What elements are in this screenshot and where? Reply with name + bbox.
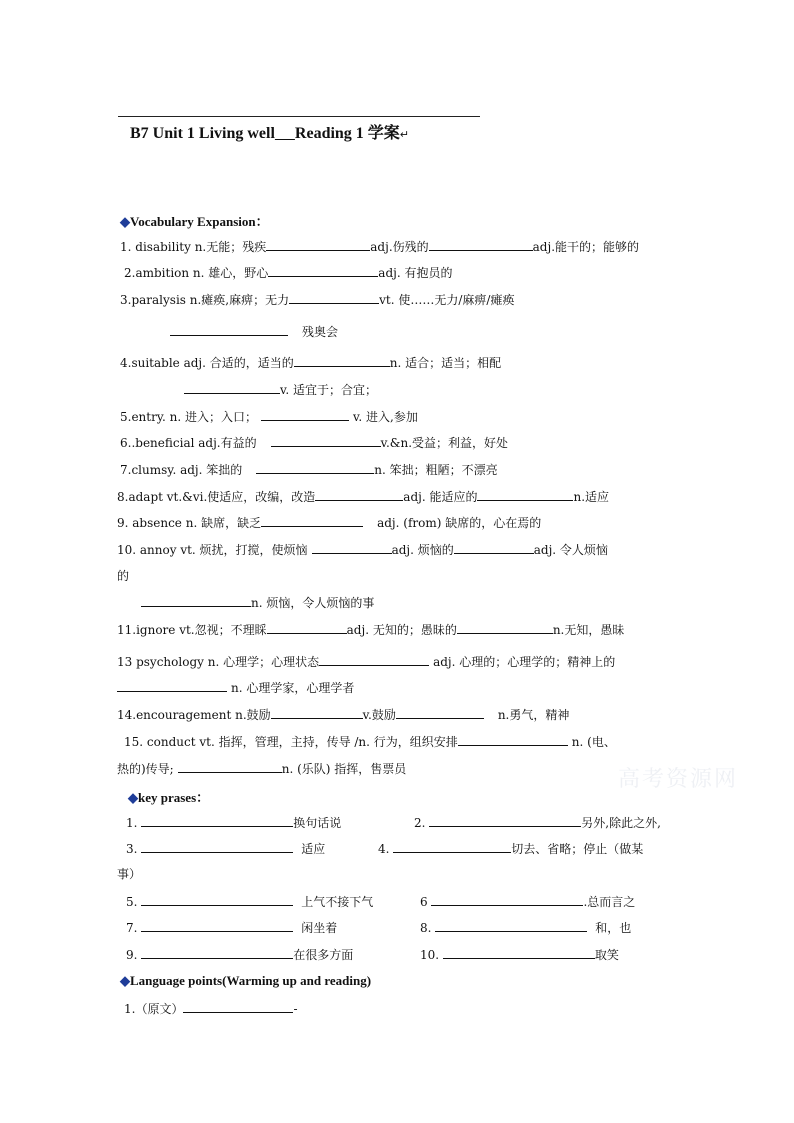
- vocab-text: 13 psychology n. 心理学；心理状态: [117, 655, 320, 669]
- phrase-4: [378, 840, 643, 857]
- answer-blank[interactable]: [435, 919, 587, 932]
- answer-blank[interactable]: [178, 760, 282, 773]
- answer-blank[interactable]: [141, 594, 251, 607]
- phrase-8: [420, 919, 631, 936]
- vocab-line-7: [120, 461, 498, 478]
- vocab-text: 15. conduct vt. 指挥，管理，主持，传导 /n. 行为，组织安排: [124, 735, 458, 749]
- phrase-2: [414, 814, 661, 831]
- phrase-9: [126, 946, 353, 963]
- vocab-line-1: [120, 238, 639, 255]
- answer-blank[interactable]: [266, 238, 370, 251]
- answer-blank[interactable]: [443, 946, 595, 959]
- vocab-text: 14.encouragement n.鼓励: [117, 708, 271, 722]
- vocab-text: n.适应: [573, 490, 610, 504]
- vocab-line-3: [120, 291, 514, 308]
- phrase-number: 6: [420, 895, 428, 909]
- vocab-text: v.&n.受益；利益，好处: [380, 436, 509, 450]
- answer-blank[interactable]: [319, 653, 429, 666]
- answer-blank[interactable]: [396, 706, 484, 719]
- vocab-text: 5.entry. n. 进入；入口；: [120, 410, 258, 424]
- answer-blank[interactable]: [141, 893, 293, 906]
- vocab-line-15b: [117, 760, 406, 777]
- phrases-heading: [128, 787, 209, 806]
- answer-blank[interactable]: [261, 408, 349, 421]
- vocab-text: v. 进入,参加: [353, 410, 418, 424]
- vocab-text: n.无知，愚昧: [552, 623, 625, 637]
- vocab-text: v.鼓励: [362, 708, 396, 722]
- title-part-b: Reading 1 学案: [294, 125, 400, 142]
- answer-blank[interactable]: [268, 264, 378, 277]
- answer-blank[interactable]: [312, 541, 392, 554]
- vocab-text: n. 烦恼，令人烦恼的事: [251, 596, 375, 610]
- answer-blank[interactable]: [315, 488, 403, 501]
- vocab-heading: [120, 211, 269, 230]
- phrase-meaning: 切去、省略；停止（做某: [511, 842, 644, 856]
- vocab-text: 4.suitable adj. 合适的，适当的: [120, 356, 294, 370]
- answer-blank[interactable]: [289, 291, 379, 304]
- phrase-meaning: 取笑: [594, 948, 619, 962]
- vocab-line-8: [117, 488, 609, 505]
- vocab-text: adj.伤残的: [370, 240, 429, 254]
- answer-blank[interactable]: [141, 946, 293, 959]
- answer-blank[interactable]: [271, 434, 381, 447]
- answer-blank[interactable]: [141, 814, 293, 827]
- answer-blank[interactable]: [170, 323, 288, 336]
- answer-blank[interactable]: [429, 814, 581, 827]
- diamond-bullet-icon: ◆: [120, 214, 130, 229]
- vocab-line-13b: [117, 679, 354, 696]
- vocab-text: adj. 烦恼的: [391, 543, 454, 557]
- answer-blank[interactable]: [261, 514, 363, 527]
- vocab-text: v. 适宜于；合宜；: [280, 383, 377, 397]
- vocab-text: vt. 使……无力/麻痹/瘫痪: [379, 293, 515, 307]
- answer-blank[interactable]: [429, 238, 533, 251]
- vocab-text: n. (乐队) 指挥，售票员: [281, 762, 407, 776]
- vocab-text: 7.clumsy. adj. 笨拙的: [120, 463, 243, 477]
- vocab-heading-text: Vocabulary Expansion：: [130, 214, 269, 229]
- language-heading: [120, 973, 371, 989]
- answer-blank[interactable]: [431, 893, 583, 906]
- vocab-text: n. (电、: [571, 735, 616, 749]
- phrase-10: [420, 946, 619, 963]
- phrase-meaning: 闲坐着: [301, 921, 338, 935]
- diamond-bullet-icon: ◆: [120, 973, 130, 988]
- answer-blank[interactable]: [271, 706, 363, 719]
- vocab-text: 残奥会: [302, 325, 339, 339]
- phrase-number: 1.: [126, 816, 138, 830]
- vocab-text: adj. 能适应的: [403, 490, 478, 504]
- answer-blank[interactable]: [256, 461, 374, 474]
- language-heading-text: Language points(Warming up and reading): [130, 973, 372, 988]
- vocab-text: n. 笨拙；粗陋；不漂亮: [374, 463, 498, 477]
- vocab-line-15: [124, 733, 616, 750]
- phrase-meaning: 上气不接下气: [301, 895, 374, 909]
- answer-blank[interactable]: [457, 621, 553, 634]
- vocab-text: 6..beneficial adj.有益的: [120, 436, 257, 450]
- phrase-number: 5.: [126, 895, 138, 909]
- vocab-line-9: [117, 514, 541, 531]
- phrase-1: [126, 814, 341, 831]
- vocab-text: 2.ambition n. 雄心，野心: [124, 266, 269, 280]
- phrase-number: 2.: [414, 816, 426, 830]
- answer-blank[interactable]: [454, 541, 534, 554]
- vocab-text: 热的)传导;: [117, 762, 174, 776]
- answer-blank[interactable]: [458, 733, 568, 746]
- answer-blank[interactable]: [267, 621, 347, 634]
- vocab-text: adj.能干的；能够的: [532, 240, 640, 254]
- phrase-meaning: 换句话说: [293, 816, 342, 830]
- header-rule: [118, 116, 480, 117]
- phrase-meaning: 另外,除此之外,: [581, 816, 661, 830]
- vocab-line-14: [117, 706, 569, 723]
- answer-blank[interactable]: [141, 919, 293, 932]
- vocab-line-13: [117, 653, 615, 670]
- vocab-text: 11.ignore vt.忽视；不理睬: [117, 623, 267, 637]
- vocab-text: n. 适合；适当；相配: [389, 356, 502, 370]
- vocab-text: 8.adapt vt.&vi.使适应，改编，改造: [117, 490, 316, 504]
- vocab-line-4b: [184, 381, 377, 398]
- title-underline: [275, 125, 295, 142]
- vocab-line-10: [117, 541, 608, 558]
- vocab-text: n.勇气，精神: [497, 708, 570, 722]
- phrase-meaning: 在很多方面: [293, 948, 354, 962]
- phrase-number: 10.: [420, 948, 440, 962]
- phrase-4-cont: [117, 866, 141, 882]
- vocab-text: adj. 无知的；愚昧的: [346, 623, 457, 637]
- phrase-meaning: 适应: [301, 842, 326, 856]
- phrase-meaning: 和，也: [595, 921, 632, 935]
- vocab-text: adj. 有抱员的: [378, 266, 453, 280]
- title-part-a: B7 Unit 1 Living well: [130, 125, 275, 142]
- vocab-text: n. 心理学家，心理学者: [231, 681, 355, 695]
- answer-blank[interactable]: [477, 488, 573, 501]
- answer-blank[interactable]: [141, 840, 293, 853]
- page-title: [130, 120, 409, 143]
- phrases-heading-text: key prases：: [138, 790, 210, 805]
- vocab-line-2: [124, 264, 452, 281]
- vocab-text: 3.paralysis n.瘫痪,麻痹；无力: [120, 293, 290, 307]
- phrase-number: 9.: [126, 948, 138, 962]
- vocab-text: 9. absence n. 缺席，缺乏: [117, 516, 262, 530]
- vocab-text: adj. 心理的；心理学的；精神上的: [433, 655, 616, 669]
- phrase-5: [126, 893, 373, 910]
- phrase-number: 7.: [126, 921, 138, 935]
- language-item-end: -: [293, 1002, 298, 1016]
- language-item-label: 1.（原文）: [124, 1002, 184, 1016]
- phrase-3: [126, 840, 325, 857]
- phrase-meaning: .总而言之: [583, 895, 636, 909]
- vocab-text: adj. (from) 缺席的，心在焉的: [377, 516, 542, 530]
- language-item-1: [124, 1000, 298, 1017]
- answer-blank[interactable]: [184, 381, 280, 394]
- answer-blank[interactable]: [393, 840, 511, 853]
- return-mark: ↵: [399, 129, 410, 141]
- vocab-line-10b: [117, 568, 129, 584]
- phrase-number: 事）: [117, 867, 142, 881]
- vocab-line-10c: [141, 594, 374, 611]
- vocab-text: adj. 令人烦恼: [533, 543, 608, 557]
- phrase-number: 3.: [126, 842, 138, 856]
- watermark: 高考资源网: [618, 767, 739, 792]
- phrase-number: 8.: [420, 921, 432, 935]
- diamond-bullet-icon: ◆: [128, 790, 138, 805]
- vocab-line-5: [120, 408, 418, 425]
- vocab-line-3b: [170, 323, 338, 340]
- answer-blank[interactable]: [294, 354, 390, 367]
- phrase-6: [420, 893, 635, 910]
- phrase-number: 4.: [378, 842, 390, 856]
- vocab-text: 1. disability n.无能；残疾: [120, 240, 267, 254]
- answer-blank[interactable]: [183, 1000, 293, 1013]
- vocab-line-6: [120, 434, 508, 451]
- phrase-7: [126, 919, 337, 936]
- vocab-text: 10. annoy vt. 烦扰，打搅，使烦恼: [117, 543, 308, 557]
- answer-blank[interactable]: [117, 679, 227, 692]
- vocab-line-11: [117, 621, 624, 638]
- vocab-line-4: [120, 354, 501, 371]
- vocab-text: 的: [117, 569, 130, 583]
